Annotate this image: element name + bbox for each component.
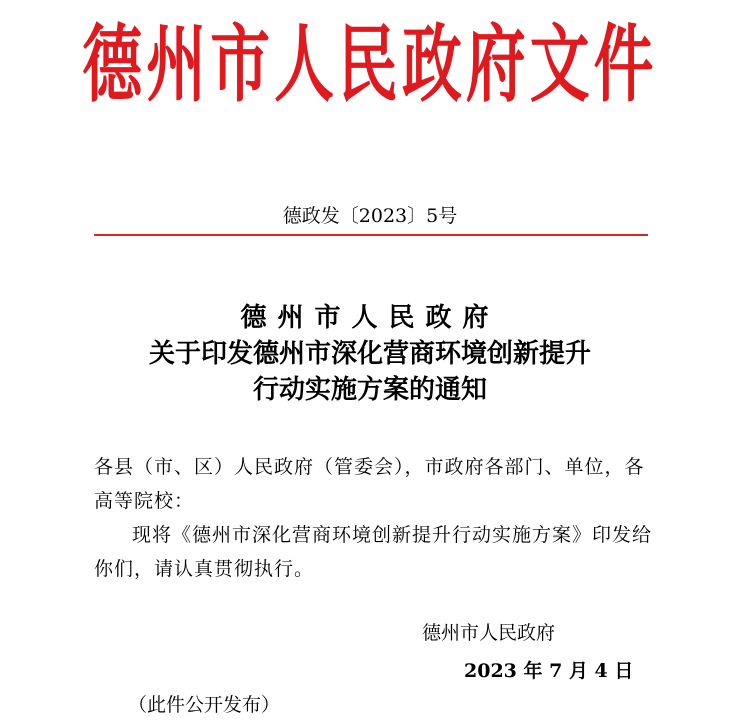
title-issuer-line: 德州市人民政府 [240, 303, 500, 333]
body-paragraph: 现将《德州市深化营商环境创新提升行动实施方案》印发给你们，请认真贯彻执行。 [94, 524, 653, 580]
red-divider-line [94, 234, 648, 236]
document-number: 德政发〔2023〕5号 [282, 205, 458, 227]
title-subject-line: 关于印发德州市深化营商环境创新提升 [148, 339, 591, 369]
disclosure-note: （此件公开发布） [128, 694, 281, 716]
salutation-paragraph: 各县（市、区）人民政府（管委会），市政府各部门、单位，各高等院校： [94, 456, 645, 512]
issuer-signature: 德州市人民政府 [422, 622, 556, 644]
document-title [0, 300, 740, 408]
masthead-title: 德州市人民政府文件 [82, 13, 658, 114]
title-subject-line-2: 行动实施方案的通知 [252, 375, 487, 405]
issue-date: 2023 年 7 月 4 日 [464, 660, 634, 682]
